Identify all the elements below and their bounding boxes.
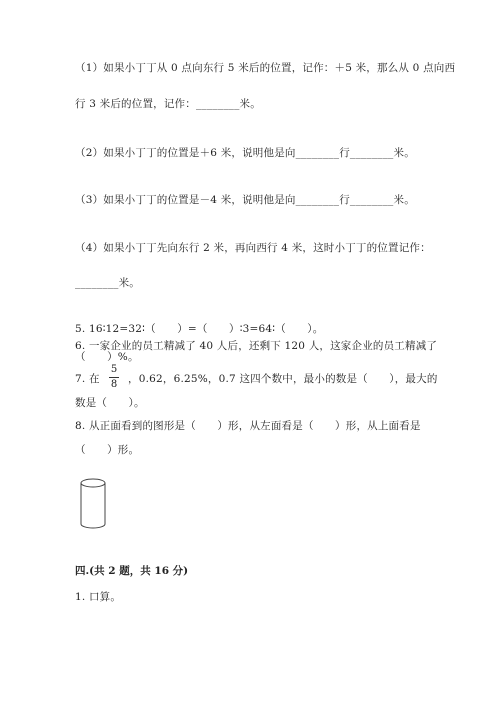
question-7-rest: ，0.62，6.25%，0.7 这四个数中，最小的数是（ ），最大的 bbox=[128, 373, 438, 385]
section-item-1: 1. 口算。 bbox=[75, 591, 122, 603]
question-2: （2）如果小丁丁的位置是＋6 米，说明他是向________行________米。 bbox=[75, 147, 415, 159]
question-6-line-2: （ ）%。 bbox=[75, 351, 139, 363]
question-6-line-1: 6. 一家企业的员工精减了 40 人后，还剩下 120 人，这家企业的员工精减了 bbox=[75, 340, 438, 352]
question-7-line-2: 数是（ ）。 bbox=[75, 397, 145, 409]
cylinder-icon bbox=[78, 476, 108, 532]
question-4-line-1: （4）如果小丁丁先向东行 2 米，再向西行 4 米，这时小丁丁的位置记作： bbox=[75, 242, 431, 254]
question-5: 5. 16∶12=32∶（ ）=（ ）∶3=64∶（ ）。 bbox=[75, 323, 324, 335]
fraction-numerator: 5 bbox=[110, 364, 118, 375]
fraction-denominator: 8 bbox=[110, 379, 118, 390]
fraction-bar bbox=[109, 377, 119, 378]
question-3: （3）如果小丁丁的位置是－4 米，说明他是向________行________米。 bbox=[75, 194, 415, 206]
question-8-line-1: 8. 从正面看到的图形是（ ）形，从左面看是（ ）形，从上面看是 bbox=[75, 420, 421, 432]
question-1-line-2: 行 3 米后的位置，记作：________米。 bbox=[75, 98, 261, 110]
question-1-line-1: （1）如果小丁丁从 0 点向东行 5 米后的位置，记作：＋5 米，那么从 0 点向西 bbox=[75, 62, 456, 74]
question-7-prefix: 7. 在 bbox=[75, 373, 100, 385]
section-heading: 四.(共 2 题，共 16 分) bbox=[75, 565, 189, 577]
question-4-line-2: ________米。 bbox=[75, 277, 140, 289]
question-8-line-2: （ ）形。 bbox=[75, 444, 140, 456]
